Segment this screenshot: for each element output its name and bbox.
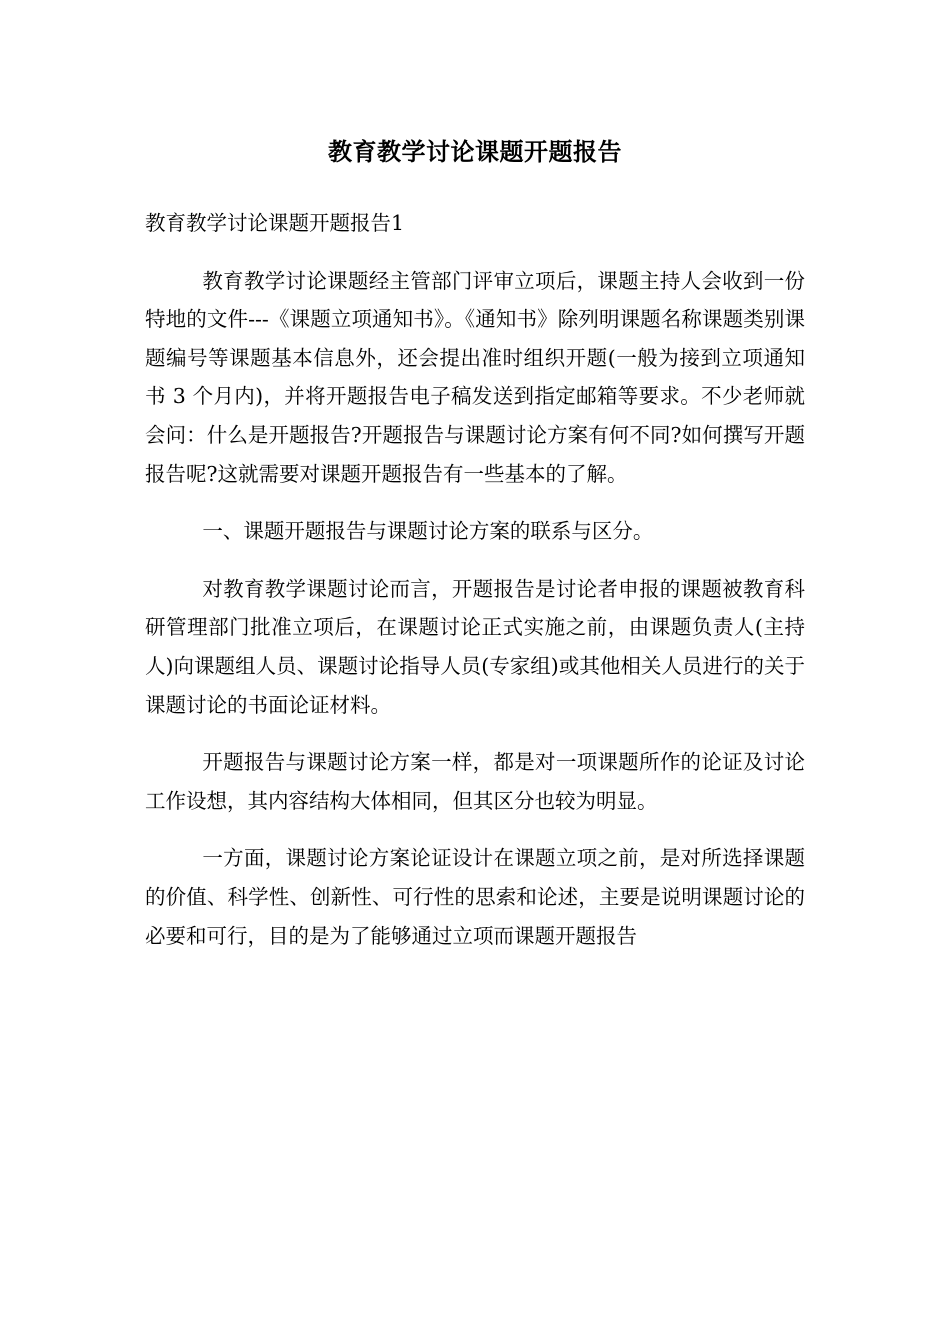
paragraph: 开题报告与课题讨论方案一样，都是对一项课题所作的论证及讨论工作设想，其内容结构大体相同，但其区分也较为明显。 [145, 750, 805, 813]
paragraph-subtitle: 教育教学讨论课题开题报告1 [145, 211, 405, 235]
paragraph: 一方面，课题讨论方案论证设计在课题立项之前，是对所选择课题的价值、科学性、创新性、可行性的思索和论述，主要是说明课题讨论的必要和可行，目的是为了能够通过立项而课题开题报告 [145, 846, 805, 948]
paragraph: 教育教学讨论课题经主管部门评审立项后，课题主持人会收到一份特地的文件---《课题立项通知书》。《通知书》除列明课题名称课题类别课题编号等课题基本信息外，还会提出准时组织开题(一般为接到立项通知书 3 个月内)，并将开题报告电子稿发送到指定邮箱等要求。不少老师就会问：什么是开题报告?开题报告与课题讨论方案有何不同?如何撰写开题报告呢?这就需要对课题开题报告有一些基本的了解。 [145, 268, 805, 486]
paragraph-section-heading: 一、课题开题报告与课题讨论方案的联系与区分。 [202, 519, 654, 544]
document-title: 教育教学讨论课题开题报告 [328, 137, 622, 166]
paragraph: 对教育教学课题讨论而言，开题报告是讨论者申报的课题被教育科研管理部门批准立项后，在课题讨论正式实施之前，由课题负责人(主持人)向课题组人员、课题讨论指导人员(专家组)或其他相关人员进行的关于课题讨论的书面论证材料。 [145, 576, 805, 717]
document-body [145, 204, 805, 974]
